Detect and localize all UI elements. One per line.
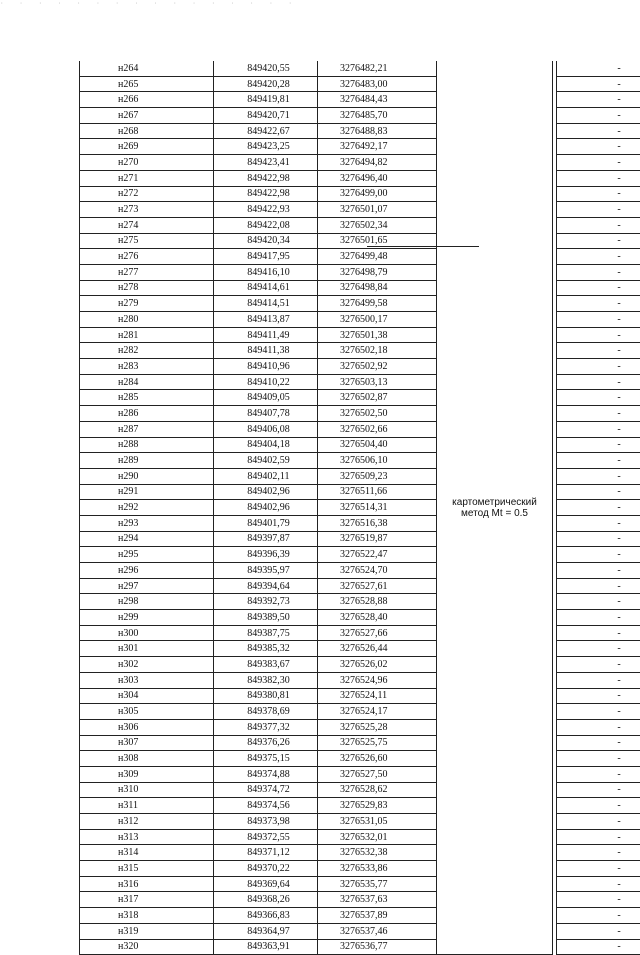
table-row <box>80 845 640 861</box>
table-row <box>80 688 640 704</box>
point-name-cell: н265 <box>80 76 214 92</box>
point-name-cell: н277 <box>80 264 214 280</box>
y-coordinate-cell: 3276529,83 <box>318 798 437 814</box>
x-coordinate-cell: 849378,69 <box>214 704 318 720</box>
table-row <box>80 312 640 328</box>
point-name-cell: н275 <box>80 233 214 249</box>
empty-value-cell: - <box>557 594 640 610</box>
x-coordinate-cell: 849414,61 <box>214 280 318 296</box>
x-coordinate-cell: 849416,10 <box>214 264 318 280</box>
y-coordinate-cell: 3276498,79 <box>318 264 437 280</box>
y-coordinate-cell: 3276503,13 <box>318 374 437 390</box>
x-coordinate-cell: 849392,73 <box>214 594 318 610</box>
x-coordinate-cell: 849402,59 <box>214 453 318 469</box>
y-coordinate-cell: 3276524,96 <box>318 672 437 688</box>
y-coordinate-cell: 3276525,75 <box>318 735 437 751</box>
x-coordinate-cell: 849377,32 <box>214 719 318 735</box>
x-coordinate-cell: 849382,30 <box>214 672 318 688</box>
x-coordinate-cell: 849371,12 <box>214 845 318 861</box>
method-cell <box>437 61 553 955</box>
table-row <box>80 876 640 892</box>
x-coordinate-cell: 849406,08 <box>214 421 318 437</box>
empty-value-cell: - <box>557 108 640 124</box>
table-row <box>80 155 640 171</box>
point-name-cell: н307 <box>80 735 214 751</box>
y-coordinate-cell: 3276500,17 <box>318 312 437 328</box>
x-coordinate-cell: 849417,95 <box>214 249 318 265</box>
point-name-cell: н286 <box>80 406 214 422</box>
x-coordinate-cell: 849422,67 <box>214 123 318 139</box>
empty-value-cell: - <box>557 672 640 688</box>
x-coordinate-cell: 849383,67 <box>214 657 318 673</box>
table-row <box>80 578 640 594</box>
point-name-cell: н272 <box>80 186 214 202</box>
empty-value-cell: - <box>557 406 640 422</box>
empty-value-cell: - <box>557 343 640 359</box>
point-name-cell: н298 <box>80 594 214 610</box>
x-coordinate-cell: 849374,72 <box>214 782 318 798</box>
point-name-cell: н317 <box>80 892 214 908</box>
x-coordinate-cell: 849409,05 <box>214 390 318 406</box>
x-coordinate-cell: 849420,28 <box>214 76 318 92</box>
table-row <box>80 327 640 343</box>
point-name-cell: н299 <box>80 610 214 626</box>
x-coordinate-cell: 849414,51 <box>214 296 318 312</box>
x-coordinate-cell: 849404,18 <box>214 437 318 453</box>
x-coordinate-cell: 849389,50 <box>214 610 318 626</box>
point-name-cell: н291 <box>80 484 214 500</box>
table-row <box>80 861 640 877</box>
x-coordinate-cell: 849374,88 <box>214 766 318 782</box>
y-coordinate-cell: 3276484,43 <box>318 92 437 108</box>
point-name-cell: н294 <box>80 531 214 547</box>
y-coordinate-cell: 3276501,38 <box>318 327 437 343</box>
y-coordinate-cell: 3276525,28 <box>318 719 437 735</box>
y-coordinate-cell: 3276502,87 <box>318 390 437 406</box>
y-coordinate-cell: 3276485,70 <box>318 108 437 124</box>
empty-value-cell: - <box>557 92 640 108</box>
coordinates-table-body <box>80 61 640 955</box>
point-name-cell: н296 <box>80 563 214 579</box>
x-coordinate-cell: 849372,55 <box>214 829 318 845</box>
empty-value-cell: - <box>557 782 640 798</box>
empty-value-cell: - <box>557 923 640 939</box>
y-coordinate-cell: 3276537,46 <box>318 923 437 939</box>
point-name-cell: н314 <box>80 845 214 861</box>
point-name-cell: н267 <box>80 108 214 124</box>
x-coordinate-cell: 849410,96 <box>214 359 318 375</box>
x-coordinate-cell: 849363,91 <box>214 939 318 955</box>
x-coordinate-cell: 849368,26 <box>214 892 318 908</box>
x-coordinate-cell: 849422,98 <box>214 170 318 186</box>
y-coordinate-cell: 3276502,18 <box>318 343 437 359</box>
y-coordinate-cell: 3276527,66 <box>318 625 437 641</box>
table-row <box>80 170 640 186</box>
x-coordinate-cell: 849370,22 <box>214 861 318 877</box>
empty-value-cell: - <box>557 296 640 312</box>
empty-value-cell: - <box>557 625 640 641</box>
point-name-cell: н289 <box>80 453 214 469</box>
empty-value-cell: - <box>557 563 640 579</box>
method-cell-divider <box>367 246 479 247</box>
point-name-cell: н276 <box>80 249 214 265</box>
point-name-cell: н283 <box>80 359 214 375</box>
x-coordinate-cell: 849385,32 <box>214 641 318 657</box>
empty-value-cell: - <box>557 249 640 265</box>
empty-value-cell: - <box>557 155 640 171</box>
table-row <box>80 374 640 390</box>
y-coordinate-cell: 3276527,61 <box>318 578 437 594</box>
table-row <box>80 610 640 626</box>
empty-value-cell: - <box>557 908 640 924</box>
x-coordinate-cell: 849396,39 <box>214 547 318 563</box>
empty-value-cell: - <box>557 719 640 735</box>
table-row <box>80 139 640 155</box>
empty-value-cell: - <box>557 892 640 908</box>
table-row <box>80 92 640 108</box>
y-coordinate-cell: 3276526,60 <box>318 751 437 767</box>
x-coordinate-cell: 849420,55 <box>214 61 318 76</box>
table-row <box>80 751 640 767</box>
y-coordinate-cell: 3276502,34 <box>318 217 437 233</box>
y-coordinate-cell: 3276482,21 <box>318 61 437 76</box>
y-coordinate-cell: 3276528,62 <box>318 782 437 798</box>
x-coordinate-cell: 849422,93 <box>214 202 318 218</box>
method-label-line-1: картометрический <box>437 497 552 508</box>
empty-value-cell: - <box>557 76 640 92</box>
y-coordinate-cell: 3276504,40 <box>318 437 437 453</box>
empty-value-cell: - <box>557 186 640 202</box>
empty-value-cell: - <box>557 123 640 139</box>
x-coordinate-cell: 849374,56 <box>214 798 318 814</box>
point-name-cell: н268 <box>80 123 214 139</box>
empty-value-cell: - <box>557 61 640 76</box>
point-name-cell: н295 <box>80 547 214 563</box>
table-row <box>80 108 640 124</box>
table-row <box>80 782 640 798</box>
empty-value-cell: - <box>557 861 640 877</box>
table-row <box>80 202 640 218</box>
coordinates-table <box>79 61 640 955</box>
empty-value-cell: - <box>557 139 640 155</box>
y-coordinate-cell: 3276527,50 <box>318 766 437 782</box>
x-coordinate-cell: 849419,81 <box>214 92 318 108</box>
x-coordinate-cell: 849402,11 <box>214 468 318 484</box>
point-name-cell: н288 <box>80 437 214 453</box>
empty-value-cell: - <box>557 657 640 673</box>
point-name-cell: н264 <box>80 61 214 76</box>
point-name-cell: н274 <box>80 217 214 233</box>
table-row <box>80 829 640 845</box>
empty-value-cell: - <box>557 814 640 830</box>
table-row <box>80 594 640 610</box>
point-name-cell: н282 <box>80 343 214 359</box>
point-name-cell: н312 <box>80 814 214 830</box>
y-coordinate-cell: 3276488,83 <box>318 123 437 139</box>
y-coordinate-cell: 3276501,65 <box>318 233 437 249</box>
table-row <box>80 892 640 908</box>
x-coordinate-cell: 849411,49 <box>214 327 318 343</box>
table-row <box>80 484 640 500</box>
y-coordinate-cell: 3276499,48 <box>318 249 437 265</box>
point-name-cell: н280 <box>80 312 214 328</box>
point-name-cell: н316 <box>80 876 214 892</box>
x-coordinate-cell: 849411,38 <box>214 343 318 359</box>
y-coordinate-cell: 3276535,77 <box>318 876 437 892</box>
point-name-cell: н287 <box>80 421 214 437</box>
empty-value-cell: - <box>557 327 640 343</box>
empty-value-cell: - <box>557 170 640 186</box>
y-coordinate-cell: 3276483,00 <box>318 76 437 92</box>
y-coordinate-cell: 3276496,40 <box>318 170 437 186</box>
empty-value-cell: - <box>557 484 640 500</box>
table-row <box>80 359 640 375</box>
point-name-cell: н306 <box>80 719 214 735</box>
table-row <box>80 468 640 484</box>
point-name-cell: н281 <box>80 327 214 343</box>
empty-value-cell: - <box>557 468 640 484</box>
y-coordinate-cell: 3276502,50 <box>318 406 437 422</box>
table-row <box>80 923 640 939</box>
x-coordinate-cell: 849413,87 <box>214 312 318 328</box>
x-coordinate-cell: 849402,96 <box>214 484 318 500</box>
table-row <box>80 280 640 296</box>
table-row <box>80 264 640 280</box>
y-coordinate-cell: 3276532,38 <box>318 845 437 861</box>
x-coordinate-cell: 849373,98 <box>214 814 318 830</box>
y-coordinate-cell: 3276516,38 <box>318 515 437 531</box>
empty-value-cell: - <box>557 202 640 218</box>
empty-value-cell: - <box>557 939 640 955</box>
table-row <box>80 798 640 814</box>
point-name-cell: н284 <box>80 374 214 390</box>
x-coordinate-cell: 849375,15 <box>214 751 318 767</box>
empty-value-cell: - <box>557 845 640 861</box>
empty-value-cell: - <box>557 688 640 704</box>
table-row <box>80 453 640 469</box>
table-row <box>80 908 640 924</box>
y-coordinate-cell: 3276532,01 <box>318 829 437 845</box>
table-row <box>80 61 640 76</box>
point-name-cell: н273 <box>80 202 214 218</box>
y-coordinate-cell: 3276526,44 <box>318 641 437 657</box>
y-coordinate-cell: 3276528,40 <box>318 610 437 626</box>
point-name-cell: н303 <box>80 672 214 688</box>
y-coordinate-cell: 3276501,07 <box>318 202 437 218</box>
empty-value-cell: - <box>557 217 640 233</box>
point-name-cell: н302 <box>80 657 214 673</box>
point-name-cell: н301 <box>80 641 214 657</box>
point-name-cell: н290 <box>80 468 214 484</box>
x-coordinate-cell: 849369,64 <box>214 876 318 892</box>
method-label-line-2: метод Mt = 0.5 <box>437 508 552 519</box>
empty-value-cell: - <box>557 453 640 469</box>
y-coordinate-cell: 3276499,58 <box>318 296 437 312</box>
point-name-cell: н292 <box>80 500 214 516</box>
y-coordinate-cell: 3276531,05 <box>318 814 437 830</box>
table-row <box>80 719 640 735</box>
empty-value-cell: - <box>557 374 640 390</box>
table-row <box>80 296 640 312</box>
point-name-cell: н309 <box>80 766 214 782</box>
y-coordinate-cell: 3276526,02 <box>318 657 437 673</box>
table-row <box>80 657 640 673</box>
empty-value-cell: - <box>557 359 640 375</box>
empty-value-cell: - <box>557 531 640 547</box>
y-coordinate-cell: 3276492,17 <box>318 139 437 155</box>
table-row <box>80 766 640 782</box>
x-coordinate-cell: 849366,83 <box>214 908 318 924</box>
point-name-cell: н315 <box>80 861 214 877</box>
empty-value-cell: - <box>557 766 640 782</box>
y-coordinate-cell: 3276524,70 <box>318 563 437 579</box>
x-coordinate-cell: 849423,25 <box>214 139 318 155</box>
empty-value-cell: - <box>557 751 640 767</box>
empty-value-cell: - <box>557 798 640 814</box>
y-coordinate-cell: 3276537,63 <box>318 892 437 908</box>
point-name-cell: н297 <box>80 578 214 594</box>
table-row <box>80 515 640 531</box>
empty-value-cell: - <box>557 421 640 437</box>
table-row <box>80 421 640 437</box>
point-name-cell: н270 <box>80 155 214 171</box>
x-coordinate-cell: 849402,96 <box>214 500 318 516</box>
x-coordinate-cell: 849420,34 <box>214 233 318 249</box>
table-row <box>80 437 640 453</box>
empty-value-cell: - <box>557 312 640 328</box>
y-coordinate-cell: 3276524,17 <box>318 704 437 720</box>
x-coordinate-cell: 849394,64 <box>214 578 318 594</box>
y-coordinate-cell: 3276502,66 <box>318 421 437 437</box>
table-row <box>80 672 640 688</box>
y-coordinate-cell: 3276533,86 <box>318 861 437 877</box>
x-coordinate-cell: 849401,79 <box>214 515 318 531</box>
y-coordinate-cell: 3276524,11 <box>318 688 437 704</box>
y-coordinate-cell: 3276502,92 <box>318 359 437 375</box>
empty-value-cell: - <box>557 704 640 720</box>
empty-value-cell: - <box>557 280 640 296</box>
x-coordinate-cell: 849423,41 <box>214 155 318 171</box>
empty-value-cell: - <box>557 876 640 892</box>
table-row <box>80 814 640 830</box>
empty-value-cell: - <box>557 500 640 516</box>
table-row <box>80 625 640 641</box>
y-coordinate-cell: 3276514,31 <box>318 500 437 516</box>
point-name-cell: н300 <box>80 625 214 641</box>
empty-value-cell: - <box>557 437 640 453</box>
table-row <box>80 249 640 265</box>
point-name-cell: н320 <box>80 939 214 955</box>
table-row <box>80 563 640 579</box>
x-coordinate-cell: 849422,08 <box>214 217 318 233</box>
x-coordinate-cell: 849395,97 <box>214 563 318 579</box>
point-name-cell: н266 <box>80 92 214 108</box>
y-coordinate-cell: 3276498,84 <box>318 280 437 296</box>
empty-value-cell: - <box>557 641 640 657</box>
point-name-cell: н310 <box>80 782 214 798</box>
x-coordinate-cell: 849420,71 <box>214 108 318 124</box>
x-coordinate-cell: 849364,97 <box>214 923 318 939</box>
point-name-cell: н318 <box>80 908 214 924</box>
table-row <box>80 76 640 92</box>
empty-value-cell: - <box>557 515 640 531</box>
y-coordinate-cell: 3276522,47 <box>318 547 437 563</box>
point-name-cell: н308 <box>80 751 214 767</box>
empty-value-cell: - <box>557 735 640 751</box>
x-coordinate-cell: 849407,78 <box>214 406 318 422</box>
table-row <box>80 531 640 547</box>
point-name-cell: н319 <box>80 923 214 939</box>
table-row <box>80 500 640 516</box>
scan-noise: · · · · · · · · · · · · · · · · <box>0 0 640 14</box>
empty-value-cell: - <box>557 578 640 594</box>
point-name-cell: н311 <box>80 798 214 814</box>
table-row <box>80 343 640 359</box>
x-coordinate-cell: 849410,22 <box>214 374 318 390</box>
x-coordinate-cell: 849387,75 <box>214 625 318 641</box>
table-row <box>80 123 640 139</box>
x-coordinate-cell: 849380,81 <box>214 688 318 704</box>
table-row <box>80 704 640 720</box>
point-name-cell: н313 <box>80 829 214 845</box>
table-row <box>80 233 640 249</box>
point-name-cell: н269 <box>80 139 214 155</box>
y-coordinate-cell: 3276528,88 <box>318 594 437 610</box>
table-row <box>80 217 640 233</box>
y-coordinate-cell: 3276511,66 <box>318 484 437 500</box>
x-coordinate-cell: 849376,26 <box>214 735 318 751</box>
empty-value-cell: - <box>557 264 640 280</box>
x-coordinate-cell: 849397,87 <box>214 531 318 547</box>
point-name-cell: н279 <box>80 296 214 312</box>
y-coordinate-cell: 3276519,87 <box>318 531 437 547</box>
x-coordinate-cell: 849422,98 <box>214 186 318 202</box>
y-coordinate-cell: 3276494,82 <box>318 155 437 171</box>
point-name-cell: н293 <box>80 515 214 531</box>
table-row <box>80 939 640 955</box>
table-row <box>80 735 640 751</box>
empty-value-cell: - <box>557 610 640 626</box>
table-row <box>80 406 640 422</box>
point-name-cell: н285 <box>80 390 214 406</box>
y-coordinate-cell: 3276499,00 <box>318 186 437 202</box>
point-name-cell: н271 <box>80 170 214 186</box>
table-row <box>80 186 640 202</box>
table-row <box>80 547 640 563</box>
y-coordinate-cell: 3276537,89 <box>318 908 437 924</box>
empty-value-cell: - <box>557 829 640 845</box>
y-coordinate-cell: 3276536,77 <box>318 939 437 955</box>
point-name-cell: н278 <box>80 280 214 296</box>
point-name-cell: н305 <box>80 704 214 720</box>
empty-value-cell: - <box>557 233 640 249</box>
y-coordinate-cell: 3276506,10 <box>318 453 437 469</box>
empty-value-cell: - <box>557 390 640 406</box>
table-row <box>80 641 640 657</box>
point-name-cell: н304 <box>80 688 214 704</box>
empty-value-cell: - <box>557 547 640 563</box>
table-row <box>80 390 640 406</box>
y-coordinate-cell: 3276509,23 <box>318 468 437 484</box>
